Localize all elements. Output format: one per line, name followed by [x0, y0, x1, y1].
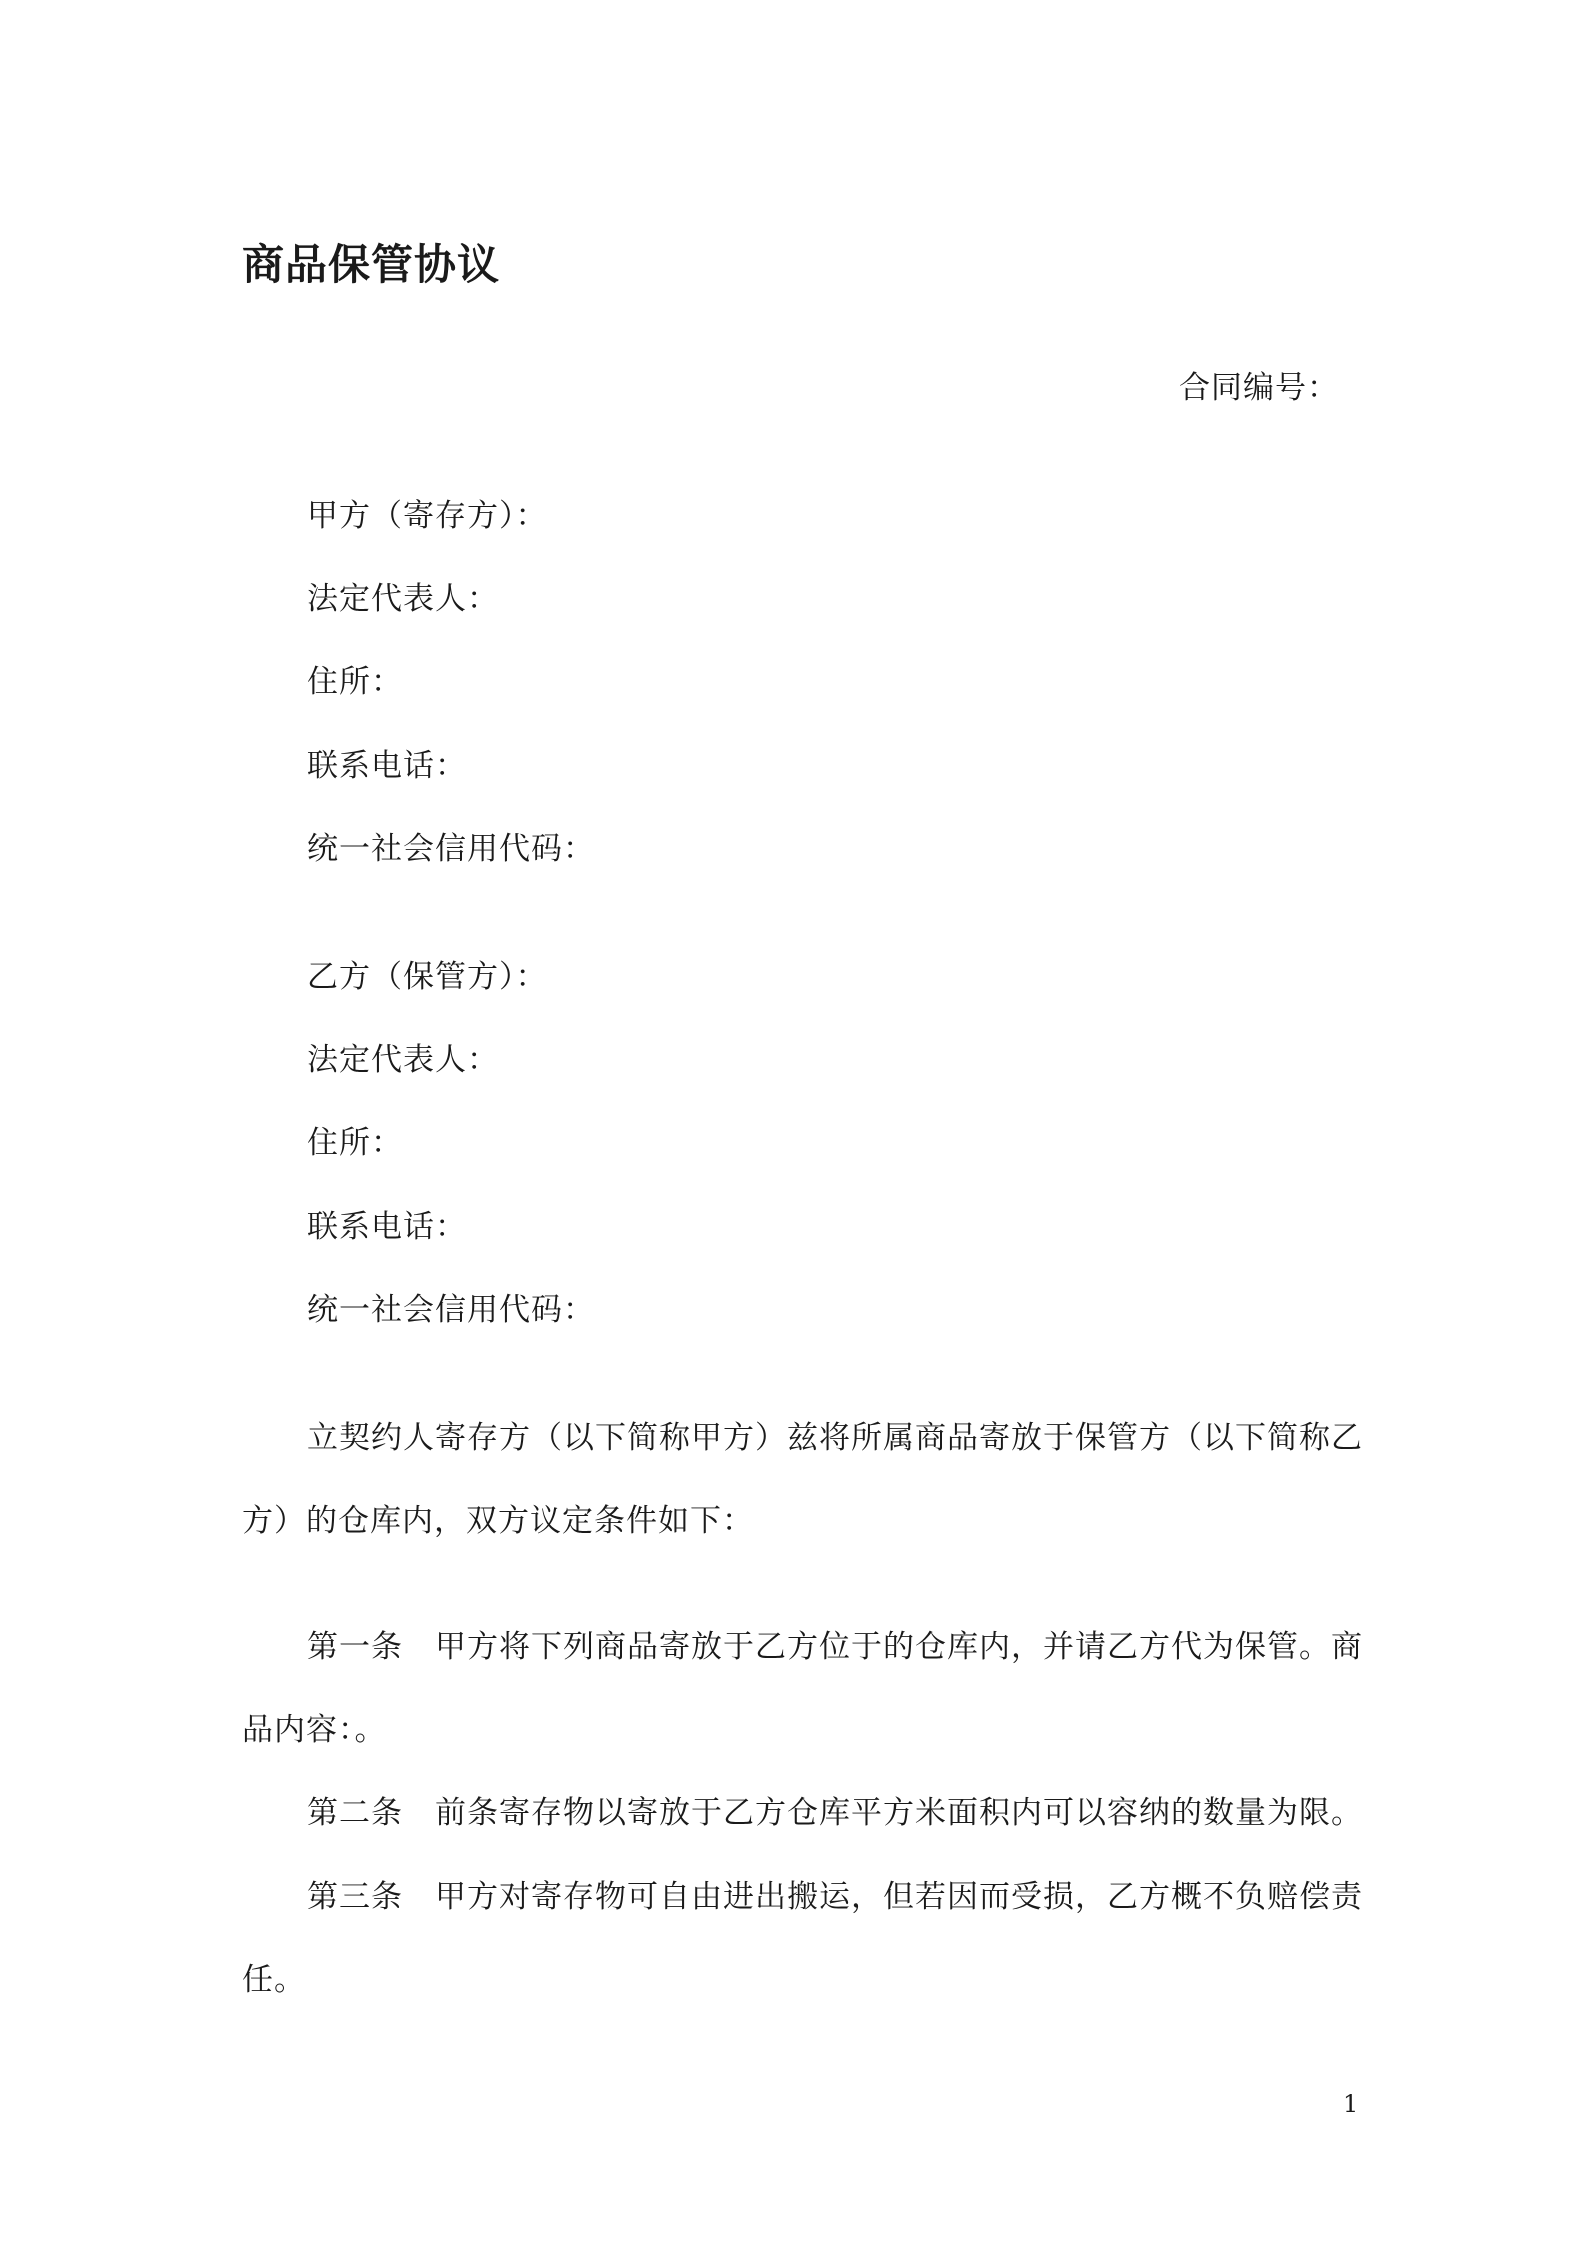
article-1-line-2: 品内容：。: [242, 1712, 387, 1748]
article-2-label: 第二条: [307, 1795, 403, 1831]
party-a-phone: 联系电话：: [307, 748, 467, 784]
party-b-legal-rep: 法定代表人：: [307, 1042, 499, 1078]
party-a-legal-rep: 法定代表人：: [307, 581, 499, 617]
article-1-line-1: [307, 1621, 1363, 1666]
article-2-text: 前条寄存物以寄放于乙方仓库平方米面积内可以容纳的数量为限。: [435, 1795, 1363, 1831]
article-1-label: 第一条: [307, 1629, 403, 1665]
preamble-line-2: 方）的仓库内，双方议定条件如下：: [242, 1503, 754, 1539]
party-b-phone: 联系电话：: [307, 1209, 467, 1245]
page-number: 1: [1343, 2090, 1359, 2118]
party-b-credit-code: 统一社会信用代码：: [307, 1292, 595, 1328]
article-3-text: 甲方对寄存物可自由进出搬运，但若因而受损，乙方概不负赔偿责: [435, 1879, 1363, 1915]
party-a-heading: 甲方（寄存方）：: [307, 498, 548, 534]
article-1-text: 甲方将下列商品寄放于乙方位于的仓库内，并请乙方代为保管。商: [435, 1629, 1363, 1665]
party-b-address: 住所：: [307, 1125, 403, 1161]
document-title: 商品保管协议: [242, 240, 501, 289]
contract-number-label: 合同编号：: [1179, 370, 1339, 406]
party-a-address: 住所：: [307, 664, 403, 700]
article-3-line-1: [307, 1871, 1363, 1916]
article-3-label: 第三条: [307, 1879, 403, 1915]
article-2-line-1: [307, 1787, 1363, 1832]
party-a-credit-code: 统一社会信用代码：: [307, 831, 595, 867]
article-3-line-2: 任。: [242, 1962, 306, 1998]
preamble-line-1: 立契约人寄存方（以下简称甲方）兹将所属商品寄放于保管方（以下简称乙: [307, 1420, 1363, 1456]
party-b-heading: 乙方（保管方）：: [307, 959, 548, 995]
